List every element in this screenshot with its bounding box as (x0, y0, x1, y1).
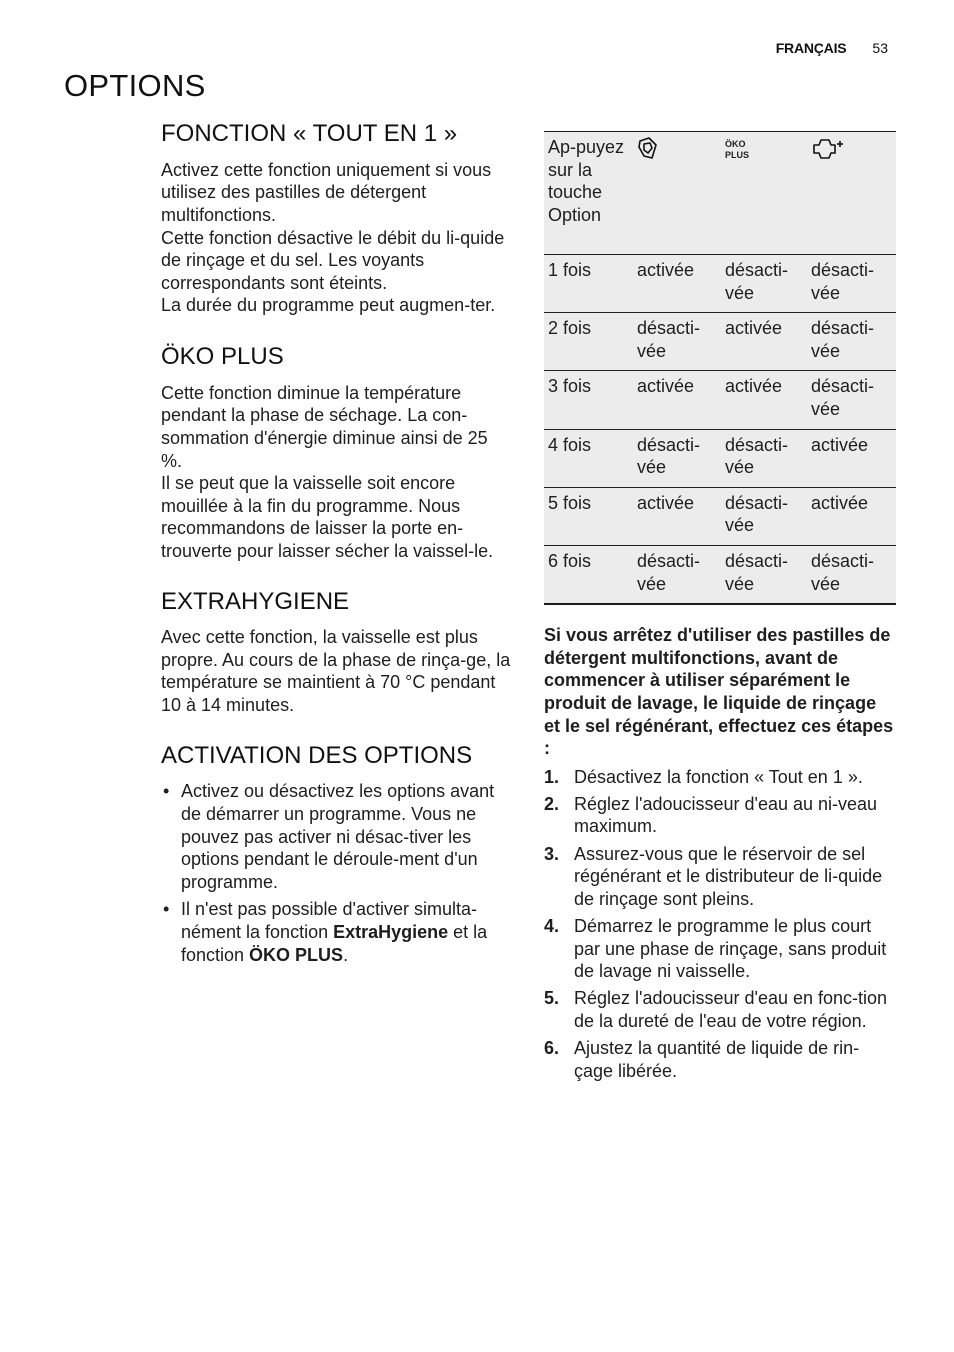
table-header-row (544, 132, 896, 255)
section-oko-plus (161, 343, 513, 563)
options-table (544, 131, 896, 605)
extrahygiene-state-cell: activée (807, 429, 896, 487)
bullet-list (161, 780, 513, 966)
table-row (544, 545, 896, 604)
extrahygiene-state-cell: désacti-vée (807, 255, 896, 313)
section-extrahygiene (161, 588, 513, 717)
press-count-cell: 4 fois (544, 429, 633, 487)
oko-plus-state-cell: désacti-vée (721, 255, 807, 313)
bullet-icon: • (163, 781, 170, 802)
table-row (544, 255, 896, 313)
oko-plus-icon (725, 136, 749, 161)
press-count-cell: 2 fois (544, 313, 633, 371)
step-item (544, 1037, 896, 1082)
extra-hygiene-icon (811, 136, 843, 168)
step-text: Réglez l'adoucisseur d'eau au ni-veau maximum. (574, 793, 878, 837)
extrahygiene-state-cell: désacti-vée (807, 313, 896, 371)
table-row (544, 313, 896, 371)
header-icon-cell (721, 132, 807, 255)
tout-en-1-state-cell: activée (633, 371, 721, 429)
steps-list (544, 766, 896, 1083)
step-text: Réglez l'adoucisseur d'eau en fonc-tion de la dureté de l'eau de votre région. (574, 988, 888, 1031)
oko-plus-state-cell: activée (721, 313, 807, 371)
table-row (544, 429, 896, 487)
list-item (161, 780, 513, 893)
list-item-text-middle: et la fonction (181, 922, 488, 965)
step-item (544, 766, 896, 789)
section-heading: ÖKO PLUS (161, 342, 284, 370)
page-number: 53 (872, 40, 888, 56)
paragraph: Cette fonction désactive le débit du li-quide de rinçage et du sel. Les voyants correspondants sont éteints. (161, 227, 505, 293)
tout-en-1-state-cell: désacti-vée (633, 429, 721, 487)
tout-en-1-state-cell: activée (633, 255, 721, 313)
press-count-cell: 5 fois (544, 487, 633, 545)
tout-en-1-state-cell: désacti-vée (633, 545, 721, 604)
press-count-cell: 1 fois (544, 255, 633, 313)
paragraph: La durée du programme peut augmen-ter. (161, 295, 496, 316)
header-icon-cell (633, 132, 721, 255)
paragraph: Activez cette fonction uniquement si vous utilisez des pastilles de détergent multifonctions. (161, 159, 492, 225)
section-heading: EXTRAHYGIENE (161, 587, 350, 615)
step-number: 5. (544, 988, 560, 1009)
language-label: FRANÇAIS (775, 40, 847, 56)
press-count-cell: 6 fois (544, 545, 633, 604)
list-item-text-suffix: . (343, 944, 349, 965)
step-text: Désactivez la fonction « Tout en 1 ». (574, 766, 863, 787)
tout-en-1-state-cell: désacti-vée (633, 313, 721, 371)
section-heading: FONCTION « TOUT EN 1 » (161, 120, 458, 147)
step-item (544, 793, 896, 838)
step-text: Assurez-vous que le réservoir de sel régénérant et le distributeur de li-quide de rinçage sont pleins. (574, 843, 883, 909)
oko-plus-state-cell: désacti-vée (721, 545, 807, 604)
right-column (544, 131, 896, 1087)
list-item (161, 898, 513, 966)
list-item-text-prefix: Il n'est pas possible d'activer simulta-nément la fonction (181, 899, 477, 943)
tablet-all-in-one-icon (637, 136, 659, 168)
step-number: 2. (544, 793, 560, 814)
step-number: 4. (544, 916, 560, 937)
extrahygiene-term: ExtraHygiene (333, 922, 449, 943)
paragraph: Il se peut que la vaisselle soit encore mouillée à la fin du programme. Nous recommandons de laisser la porte en-trouverte pour laisser sécher la vaissel-le. (161, 473, 494, 561)
page-header (776, 40, 888, 56)
step-item (544, 915, 896, 983)
section-heading: ACTIVATION DES OPTIONS (161, 741, 473, 769)
tout-en-1-state-cell: activée (633, 487, 721, 545)
oko-plus-state-cell: activée (721, 371, 807, 429)
page-title: OPTIONS (64, 68, 206, 103)
section-tout-en-1 (161, 120, 513, 317)
step-number: 6. (544, 1038, 560, 1059)
step-text: Démarrez le programme le plus court par une phase de rinçage, sans produit de lavage ni vaisselle. (574, 916, 887, 982)
paragraph: Avec cette fonction, la vaisselle est plus propre. Au cours de la phase de rinça-ge, la température se maintient à 70 °C pendant 10 à 14 minutes. (161, 627, 511, 716)
table-row (544, 371, 896, 429)
oko-plus-term: ÖKO PLUS (249, 944, 344, 965)
extrahygiene-state-cell: activée (807, 487, 896, 545)
table-row (544, 487, 896, 545)
warning-text: Si vous arrêtez d'utiliser des pastilles de détergent multifonctions, avant de commencer à utiliser séparément le produit de lavage, le liquide de rinçage et le sel régénérant, effectuez ces étapes : (544, 625, 894, 759)
extrahygiene-state-cell: désacti-vée (807, 545, 896, 604)
step-number: 1. (544, 766, 560, 787)
bullet-icon: • (163, 899, 170, 920)
oko-line-2: PLUS (725, 150, 750, 160)
header-icon-cell (807, 132, 896, 255)
header-press-cell: Ap-puyez sur la touche Option (544, 132, 633, 255)
left-column (161, 120, 513, 990)
list-item-text: Activez ou désactivez les options avant de démarrer un programme. Vous ne pouvez pas activer ni désac-tiver les options pendant le déroule-ment d'un programme. (181, 781, 495, 892)
step-number: 3. (544, 843, 560, 864)
extrahygiene-state-cell: désacti-vée (807, 371, 896, 429)
step-item (544, 843, 896, 911)
press-count-cell: 3 fois (544, 371, 633, 429)
step-text: Ajustez la quantité de liquide de rin-çage libérée. (574, 1038, 860, 1081)
step-item (544, 987, 896, 1032)
oko-plus-state-cell: désacti-vée (721, 487, 807, 545)
section-activation (161, 742, 513, 967)
oko-line-1: ÖKO (725, 139, 746, 149)
oko-plus-state-cell: désacti-vée (721, 429, 807, 487)
paragraph: Cette fonction diminue la température pendant la phase de séchage. La con-sommation d'énergie diminue ainsi de 25 %. (161, 382, 488, 471)
